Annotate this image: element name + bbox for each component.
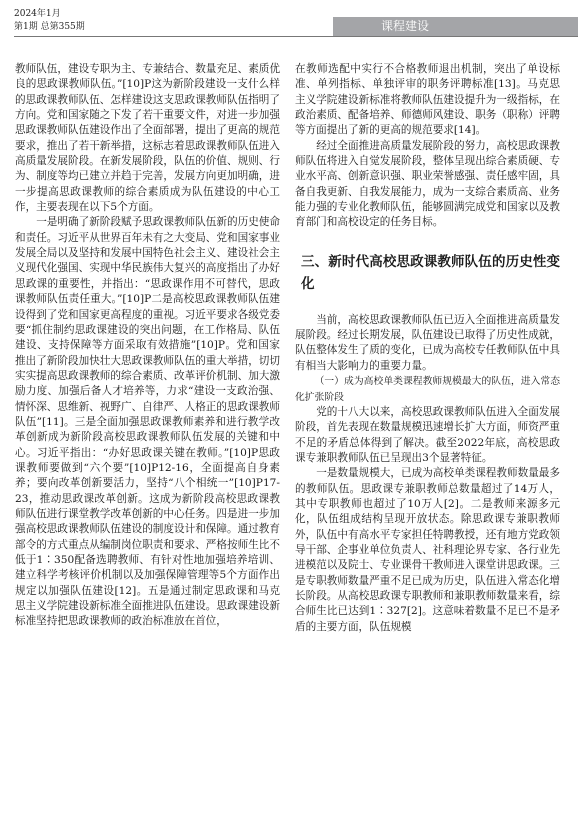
issue-number: 第1期 总第355期: [14, 22, 85, 32]
section-intro-paragraph: 当前，高校思政课教师队伍已迈入全面推进高质量发展阶段。经过长期发展，队伍建设已取得了历史性成就，队伍整体发生了质的变化，已成为高校专任教师队伍中具有相当大影响力的重要力量。: [295, 313, 560, 372]
right-paragraph-1: 在教师选配中实行不合格教师退出机制，突出了单设标准、单列指标、单独评审的职务评聘标准[13]。马克思主义学院建设新标准将教师队伍建设提升为一级指标，在政治素质、配备培养、师德师风建设、职务（职称）评聘等方面提出了新的更高的规范要求[14]。: [295, 63, 560, 137]
right-paragraph-4: 一是数量规模大，已成为高校单类课程教师数量最多的教师队伍。思政课专兼职教师总数量超过了14万人，其中专职教师也超过了10万人[2]。二是教师来源多元化，队伍组成结构呈现开放状态。除思政课专兼职教师外，队伍中有高水平专家担任特聘教授，还有地方党政领导干部、企事业单位负责人、社科理论界专家、各行业先进模范以及院士、专业课骨干教师进入课堂讲思政课。三是专职教师数量严重不足已成为历史，队伍进入常态化增长阶段。从高校思政课专职教师和兼职教师数量来看，综合师生比已达到1∶327[2]。这意味着数量不足已不是矛盾的主要方面，队伍规模: [295, 467, 560, 633]
right-column: [295, 62, 560, 635]
subsection-title: （一）成为高校单类课程教师规模最大的队伍，进入常态化扩张阶段: [295, 376, 560, 403]
issue-info: [14, 8, 85, 34]
left-column: [15, 62, 280, 630]
right-paragraph-3: 党的十八大以来，高校思政课教师队伍进入全面发展阶段，首先表现在数量规模迅速增长扩大方面，师资严重不足的矛盾总体得到了解决。截至2022年底，高校思政课专兼职教师队伍已呈现出3个显著特征。: [295, 405, 560, 464]
header-rule: [14, 36, 578, 37]
section-title: 三、新时代高校思政课教师队伍的历史性变化: [301, 253, 560, 292]
left-paragraph-1: 教师队伍，建设专职为主、专兼结合、数量充足、素质优良的思政课教师队伍。”[10]P这为新阶段建设一支什么样的思政课教师队伍、怎样建设这支思政课教师队伍指明了方向。党和国家随之下发了若干重要文件，对进一步加强思政课教师队伍建设作出了全面部署，提出了更高的规范要求，推出了若干新举措，这标志着思政课教师队伍进入高质量发展阶段。在新发展阶段，队伍的价值、规则、行为、制度等均已建立并趋于完善，发展方向更加明确，进一步提高思政课教师的综合素质成为队伍建设的中心工作，主要表现在以下5个方面。: [15, 63, 280, 214]
column-name-banner: [333, 17, 578, 36]
issue-date: 2024年1月: [14, 9, 61, 19]
column-name: 课程建设: [381, 19, 430, 33]
left-paragraph-2: 一是明确了新阶段赋予思政课教师队伍新的历史使命和责任。习近平从世界百年未有之大变局、党和国家事业发展全局以及坚持和发展中国特色社会主义、建设社会主义现代化强国、实现中华民族伟大复兴的高度指出了办好思政课的重要性，并指出：“思政课作用不可替代，思政课教师队伍责任重大。”[10]P二是高校思政课教师队伍建设得到了党和国家更高程度的重视。习近平要求各级党委要“抓住制约思政课建设的突出问题，在工作格局、队伍建设、支持保障等方面采取有效措施”[10]P。党和国家推出了新阶段加快壮大思政课教师队伍的重大举措，切切实实提高思政课教师的综合素质、改革评价机制、加大激励力度、加强后备人才培养等，力求“建设一支政治强、情怀深、思维新、视野广、自律严、人格正的思政课教师队伍”[11]。三是全面加强思政课教师素养和进行教学改革创新成为新阶段高校思政课教师队伍发展的关键和中心。习近平指出：“办好思政课关键在教师。”[10]P思政课教师要做到“六个要”[10]P12-16，全面提高自身素养；要向改革创新要活力，坚持“八个相统一”[10]P17-23，推动思政课改革创新。这成为新阶段高校思政课教师队伍进行课堂教学改革创新的中心任务。四是进一步加强高校思政课教师队伍建设的制度设计和保障。通过教育部令的方式重点从编制岗位职责和要求、严格按师生比不低于1∶350配备选聘教师、有针对性地加强培养培训、建立科学考核评价机制以及加强保障管理等5个方面作出规定以加强队伍建设[12]。五是通过制定思政课和马克思主义学院建设新标准全面推进队伍建设。思政课建设新标准坚持把思政课教师的政治标准放在首位，: [15, 216, 280, 628]
right-paragraph-2: 经过全面推进高质量发展阶段的努力，高校思政课教师队伍将进入自觉发展阶段，整体呈现出综合素质硬、专业水平高、创新意识强、职业荣誉感强、责任感牢固，具备自我更新、自我发展能力，成为一支综合素质高、业务能力强的专业化教师队伍，能够圆满完成党和国家以及教育部门和高校设定的任务目标。: [295, 139, 560, 229]
